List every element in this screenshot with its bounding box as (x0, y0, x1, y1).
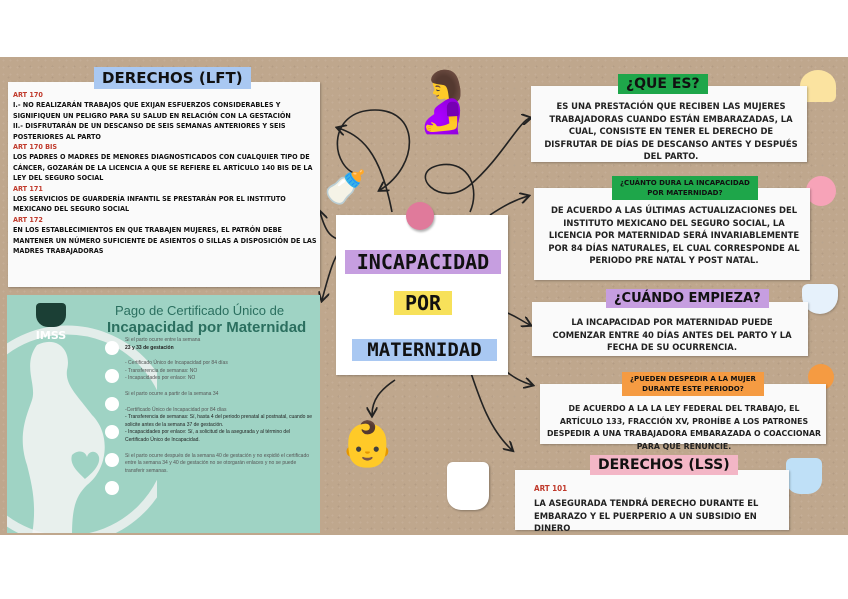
despedir-heading-1: ¿PUEDEN DESPEDIR A LA MUJER (630, 375, 756, 383)
baby-icon (105, 341, 119, 355)
cert-details (125, 337, 315, 475)
despedir-heading (622, 372, 764, 396)
onesie-white-icon (447, 462, 489, 510)
baby-face-icon: 👶 (340, 419, 395, 470)
cert-rule-1a: Si el parto ocurre entre la semana (125, 337, 201, 343)
pregnant-woman-icon: 🤰 (405, 67, 480, 137)
imss-logo-text: IMSS (35, 329, 67, 342)
cert-rule-4c: - Incapacidades por enlace: Sí, a solicitud de la asegurada y al término del Certificado Único de Incapacidad. (125, 429, 291, 443)
lss-art-label: ART 101 (534, 484, 568, 493)
cert-rule-4b: - Transferencia de semanas: Sí, hasta 4 del periodo prenatal al postnatal, cuando se solicite antes de la semana 37 de gestación. (125, 414, 313, 428)
cert-rule-1b: 23 y 33 de gestación (125, 344, 174, 351)
art-171-label: ART 171 (13, 183, 43, 193)
art-172-text: EN LOS ESTABLECIMIENTOS EN QUE TRABAJEN MUJERES, EL PATRÓN DEBE MANTENER UN NÚMERO SUFICIENTE DE ASIENTOS O SILLAS A DISPOSICIÓN DE LAS MADRES TRABAJADORAS (13, 225, 317, 256)
cert-rule-4a: -Certificado Único de Incapacidad por 84 días (125, 406, 227, 413)
onesie-blue-icon (786, 458, 822, 494)
pacifier-icon (105, 481, 119, 495)
cert-rule-5: Si el parto ocurre después de la semana 40 de gestación y no expidió el certificado entre la semana 34 y 40 de gestación no se otorgarán enlaces y no se puede transferir semanas. (125, 452, 310, 474)
title-line-2: POR (394, 291, 452, 315)
art-170-bis-text: LOS PADRES O MADRES DE MENORES DIAGNOSTICADOS CON CUALQUIER TIPO DE CÁNCER, GOZARÁN DE LA LICENCIA A QUE SE REFIERE EL ARTÍCULO 140 BIS DE LA LEY DEL SEGURO SOCIAL (13, 152, 313, 183)
onesie-icon (105, 453, 119, 467)
que-es-heading: ¿QUE ES? (618, 74, 708, 94)
empieza-text: LA INCAPACIDAD POR MATERNIDAD PUEDE COMENZAR ENTRE 40 DÍAS ANTES DEL PARTO Y LA FECHA DE SU OCURRENCIA. (552, 317, 792, 352)
title-line-3: MATERNIDAD (352, 339, 497, 361)
cert-title-line2: Incapacidad por Maternidad (107, 319, 307, 336)
stroller-icon (105, 369, 119, 383)
art-170-label: ART 170 (13, 90, 43, 99)
duracion-text: DE ACUERDO A LAS ÚLTIMAS ACTUALIZACIONES DEL INSTITUTO MEXICANO DEL SEGURO SOCIAL, LA LICENCIA POR MATERNIDAD SERÁ INVARIABLEMENTE POR 84 DÍAS NATURALES, EL CUAL CORRESPONDE AL PERIODO PRE NATAL Y POST NATAL. (548, 205, 800, 265)
art-170-item-2: II.- DISFRUTARÁN DE UN DESCANSO DE SEIS SEMANAS ANTERIORES Y SEIS POSTERIORES AL PARTO (13, 121, 286, 141)
pin-icon (406, 202, 434, 230)
art-171-text: LOS SERVICIOS DE GUARDERÍA INFANTIL SE PRESTARÁN POR EL INSTITUTO MEXICANO DEL SEGURO SOCIAL (13, 194, 286, 214)
cert-rule-2b: - Transferencia de semanas: NO (125, 367, 198, 374)
lft-heading: DERECHOS (LFT) (94, 67, 251, 89)
duracion-heading (612, 176, 758, 200)
empieza-heading: ¿CUÁNDO EMPIEZA? (606, 289, 769, 308)
eagle-icon (36, 303, 66, 327)
despedir-text: DE ACUERDO A LA LA LEY FEDERAL DEL TRABAJO, EL ARTÍCULO 133, FRACCIÓN XV, PROHÍBE A LOS PATRONES DESPEDIR A UNA TRABAJADORA EMBARAZADA O COACCIONAR PARA QUE RENUNCIE. (546, 404, 822, 451)
que-es-text: ES UNA PRESTACIÓN QUE RECIBEN LAS MUJERES TRABAJADORAS CUANDO ESTÁN EMBARAZADAS, LA CUAL, CONSISTE EN TENER EL DERECHO DE DISFRUTAR DE DÍAS DE DESCANSO ANTES Y DESPUÉS DEL PARTO. (544, 101, 798, 161)
despedir-heading-2: DURANTE ESTE PERIODO? (642, 385, 744, 393)
art-170-bis-label: ART 170 BIS (13, 142, 58, 152)
imss-logo (32, 303, 70, 343)
lss-text: LA ASEGURADA TENDRÁ DERECHO DURANTE EL EMBARAZO Y EL PUERPERIO A UN SUBSIDIO EN DINERO (534, 498, 759, 533)
duracion-heading-1: ¿CUÁNTO DURA LA INCAPACIDAD (620, 179, 750, 187)
cert-title-line1: Pago de Certificado Único de (115, 303, 285, 318)
lft-list (13, 90, 317, 257)
imss-certificate-panel (7, 295, 320, 533)
pacifier-pink-icon (806, 176, 836, 206)
art-172-label: ART 172 (13, 214, 43, 224)
rattle-icon (105, 397, 119, 411)
cert-icon-column (105, 341, 121, 495)
lss-heading: DERECHOS (LSS) (590, 455, 738, 475)
baby-bottle-icon: 🍼 (324, 168, 367, 208)
title-line-1: INCAPACIDAD (345, 250, 501, 274)
cert-rule-2c: - Incapacidades por enlace: NO (125, 375, 196, 382)
duracion-heading-2: POR MATERNIDAD? (647, 189, 723, 197)
bottle-icon (105, 425, 119, 439)
cert-rule-3: Si el parto ocurre a partir de la semana 34 (125, 390, 219, 397)
art-170-item-1: I.- NO REALIZARÁN TRABAJOS QUE EXIJAN ESFUERZOS CONSIDERABLES Y SIGNIFIQUEN UN PELIGRO PARA SU SALUD EN RELACIÓN CON LA GESTACIÓN (13, 100, 291, 120)
cert-rule-2a: - Certificado Único de Incapacidad por 84 días (125, 360, 228, 367)
